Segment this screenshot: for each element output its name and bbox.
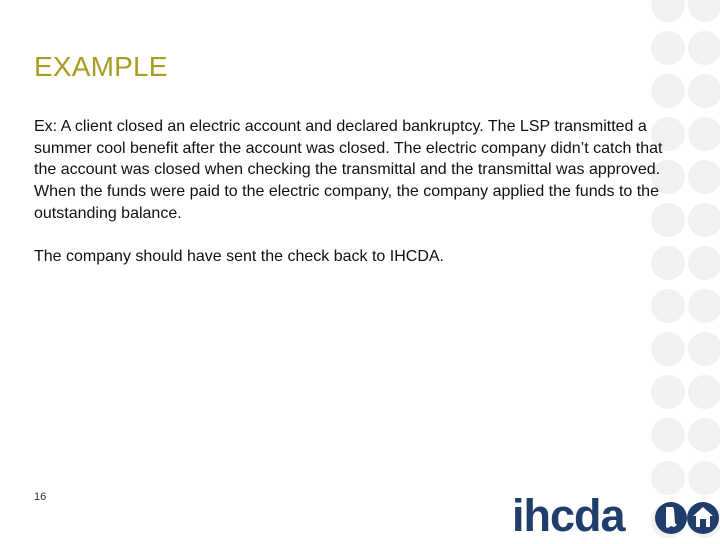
decorative-dot xyxy=(651,31,685,65)
decorative-dot xyxy=(688,332,720,366)
decorative-dot xyxy=(651,461,685,495)
ihcda-logo xyxy=(512,490,720,541)
decorative-dot xyxy=(688,246,720,280)
decorative-dot xyxy=(651,0,685,22)
decorative-dot xyxy=(651,418,685,452)
decorative-dot xyxy=(688,461,720,495)
logo-wordmark: ihcda xyxy=(512,490,625,541)
decorative-dot xyxy=(688,74,720,108)
page-number: 16 xyxy=(34,491,47,503)
house-icon xyxy=(687,502,719,534)
logo-marks xyxy=(654,500,720,536)
decorative-dot xyxy=(651,74,685,108)
decorative-dot xyxy=(688,0,720,22)
decorative-dot xyxy=(651,289,685,323)
decorative-dot xyxy=(651,332,685,366)
decorative-dot xyxy=(688,289,720,323)
decorative-dot xyxy=(651,375,685,409)
decorative-dot xyxy=(688,375,720,409)
decorative-dot xyxy=(688,418,720,452)
decorative-dot xyxy=(688,160,720,194)
example-paragraph: Ex: A client closed an electric account and declared bankruptcy. The LSP transmitted a summer cool benefit after the account was closed. The electric company didn’t catch that the account was closed when checking the transmittal and the transmittal was approved. When the funds were paid to the electric company, the company applied the funds to the outstanding balance. xyxy=(34,118,663,222)
decorative-dot xyxy=(688,31,720,65)
decorative-dot xyxy=(688,117,720,151)
slide-title: EXAMPLE xyxy=(34,51,168,82)
decorative-dot xyxy=(688,203,720,237)
decorative-dot-pattern xyxy=(646,0,720,540)
conclusion-paragraph: The company should have sent the check back to IHCDA. xyxy=(34,248,444,265)
indiana-state-icon xyxy=(655,502,687,534)
